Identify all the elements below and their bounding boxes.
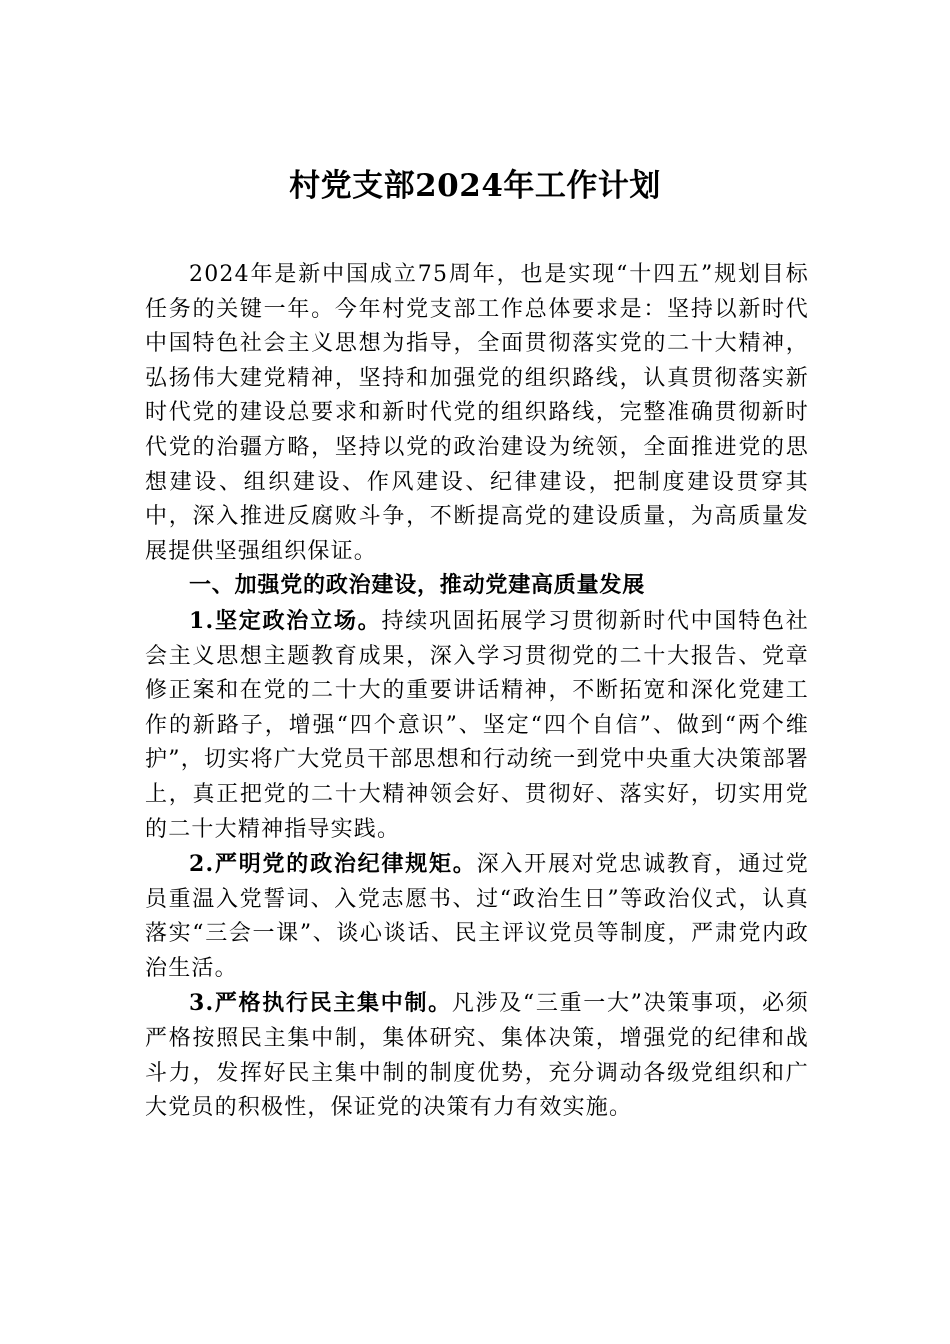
document-body bbox=[145, 258, 809, 1126]
item-text-3: 凡涉及“三重一大”决策事项，必须严格按照民主集中制，集体研究、集体决策，增强党的纪律和战斗力，发挥好民主集中制的制度优势，充分调动各级党组织和广大党员的积极性，保证党的决策有力有效实施。 bbox=[145, 991, 809, 1121]
item-paragraph-1 bbox=[145, 604, 809, 847]
item-title-3: 3.严格执行民主集中制。 bbox=[189, 990, 452, 1017]
item-title-2: 2.严明党的政治纪律规矩。 bbox=[189, 851, 477, 878]
item-paragraph-2 bbox=[145, 847, 809, 986]
document-title: 村党支部2024年工作计划 bbox=[289, 168, 661, 204]
item-title-1: 1.坚定政治立场。 bbox=[189, 607, 382, 634]
item-text-2: 深入开展对党忠诚教育，通过党员重温入党誓词、入党志愿书、过“政治生日”等政治仪式，认真落实“三会一课”、谈心谈话、民主评议党员等制度，严肃党内政治生活。 bbox=[145, 852, 809, 981]
section-heading: 一、加强党的政治建设，推动党建高质量发展 bbox=[189, 573, 646, 599]
intro-paragraph: 2024年是新中国成立75周年，也是实现“十四五”规划目标任务的关键一年。今年村党支部工作总体要求是：坚持以新时代中国特色社会主义思想为指导，全面贯彻落实党的二十大精神，弘扬伟大建党精神，坚持和加强党的组织路线，认真贯彻落实新时代党的建设总要求和新时代党的组织路线，完整准确贯彻新时代党的治疆方略，坚持以党的政治建设为统领，全面推进党的思想建设、组织建设、作风建设、纪律建设，把制度建设贯穿其中，深入推进反腐败斗争，不断提高党的建设质量，为高质量发展提供坚强组织保证。 bbox=[145, 262, 809, 564]
item-paragraph-3 bbox=[145, 986, 809, 1125]
item-text-1: 持续巩固拓展学习贯彻新时代中国特色社会主义思想主题教育成果，深入学习贯彻党的二十大报告、党章修正案和在党的二十大的重要讲话精神，不断拓宽和深化党建工作的新路子，增强“四个意识”、坚定“四个自信”、做到“两个维护”，切实将广大党员干部思想和行动统一到党中央重大决策部署上，真正把党的二十大精神领会好、贯彻好、落实好，切实用党的二十大精神指导实践。 bbox=[145, 608, 809, 842]
